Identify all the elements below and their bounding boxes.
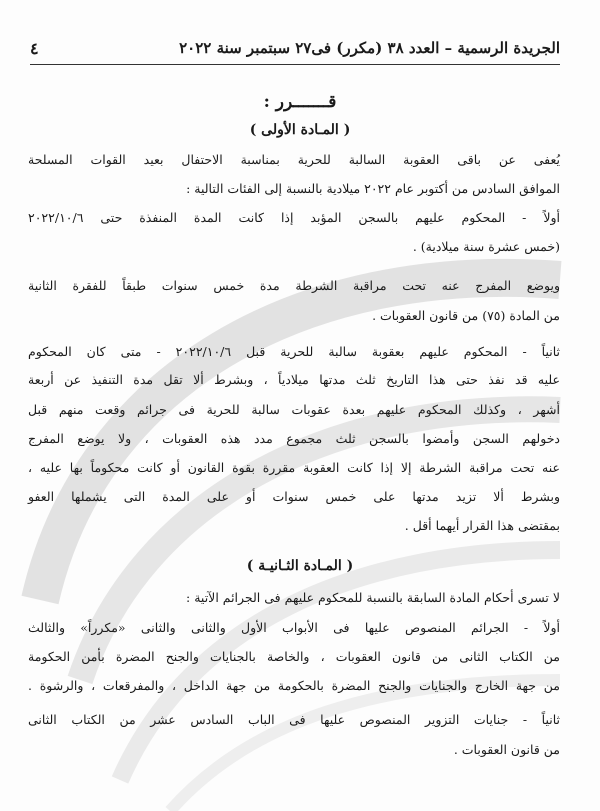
article-1-line: (خمس عشرة سنة ميلادية) .	[412, 239, 560, 254]
article-1-line: وبشرط ألا تزيد مدتها على خمس سنوات أو على المدة التى يشملها العفو	[28, 489, 560, 504]
header-divider	[30, 64, 560, 65]
article-1-line: بمقتضى هذا القرار أيهما أقل .	[404, 518, 560, 533]
article-2-line: من جهة الخارج والجنايات والجنح المضرة بالحكومة من جهة الداخل ، والمفرقعات ، والرشوة .	[28, 678, 560, 693]
article-1-line: من المادة (٧٥) من قانون العقوبات .	[372, 308, 560, 323]
article-1-line: دخولهم السجن وأمضوا بالسجن ثلث مجموع مدد هذه العقوبات ، ولا يوضع المفرج	[28, 431, 560, 446]
article-2-heading: ( المـادة الثـانيـة )	[246, 558, 354, 574]
article-2-line: من الكتاب الثانى من قانون العقوبات ، والخاصة بالجنايات والجنح المضرة بأمن الحكومة	[28, 649, 560, 664]
article-1-line: أولاً - المحكوم عليهم بالسجن المؤبد إذا كانت المدة المنفذة حتى ٢٠٢٢/١٠/٦	[28, 210, 560, 225]
page-number: ٤	[30, 38, 39, 58]
page-header	[30, 36, 560, 60]
article-1-line: ويوضع المفرج عنه تحت مراقبة الشرطة مدة خمس سنوات طبقاً للفقرة الثانية	[28, 278, 560, 293]
article-2-line: من قانون العقوبات .	[453, 742, 560, 757]
article-1-heading: ( المـادة الأولى )	[249, 122, 351, 138]
article-1-line: أشهر ، وكذلك المحكوم عليهم بعدة عقوبات سالبة للحرية فى جرائم وقعت منهم قبل	[28, 402, 560, 417]
decree-heading: قـــــــرر :	[263, 92, 337, 112]
article-2-line: لا تسرى أحكام المادة السابقة بالنسبة للمحكوم عليهم فى الجرائم الآتية :	[186, 590, 560, 605]
article-1-line: ثانياً - المحكوم عليهم بعقوبة سالبة للحرية قبل ٢٠٢٢/١٠/٦ - متى كان المحكوم	[28, 344, 561, 359]
article-1-line: الموافق السادس من أكتوبر عام ٢٠٢٢ ميلادية بالنسبة إلى الفئات التالية :	[186, 181, 560, 196]
article-2-line: أولاً - الجرائم المنصوص عليها فى الأبواب الأول والثانى والثانى «مكرراً» والثالث	[28, 620, 560, 635]
article-2-line: ثانياً - جنايات التزوير المنصوص عليها فى الباب السادس عشر من الكتاب الثانى	[28, 712, 560, 727]
article-1-line: يُعفى عن باقى العقوبة السالبة للحرية بمناسبة الاحتفال بعيد القوات المسلحة	[28, 152, 560, 167]
header-title: الجريدة الرسمية – العدد ٣٨ (مكرر) فى٢٧ سبتمبر سنة ٢٠٢٢	[179, 39, 560, 57]
article-1-line: عليه قد نفذ حتى هذا التاريخ ثلث مدتها ميلادياً ، وبشرط ألا تقل مدة التنفيذ عن أربعة	[28, 372, 560, 387]
article-1-line: عنه تحت مراقبة الشرطة إلا إذا كانت العقوبة مقررة بقوة القانون أو كانت محكوماً بها عليه ،	[28, 460, 560, 475]
